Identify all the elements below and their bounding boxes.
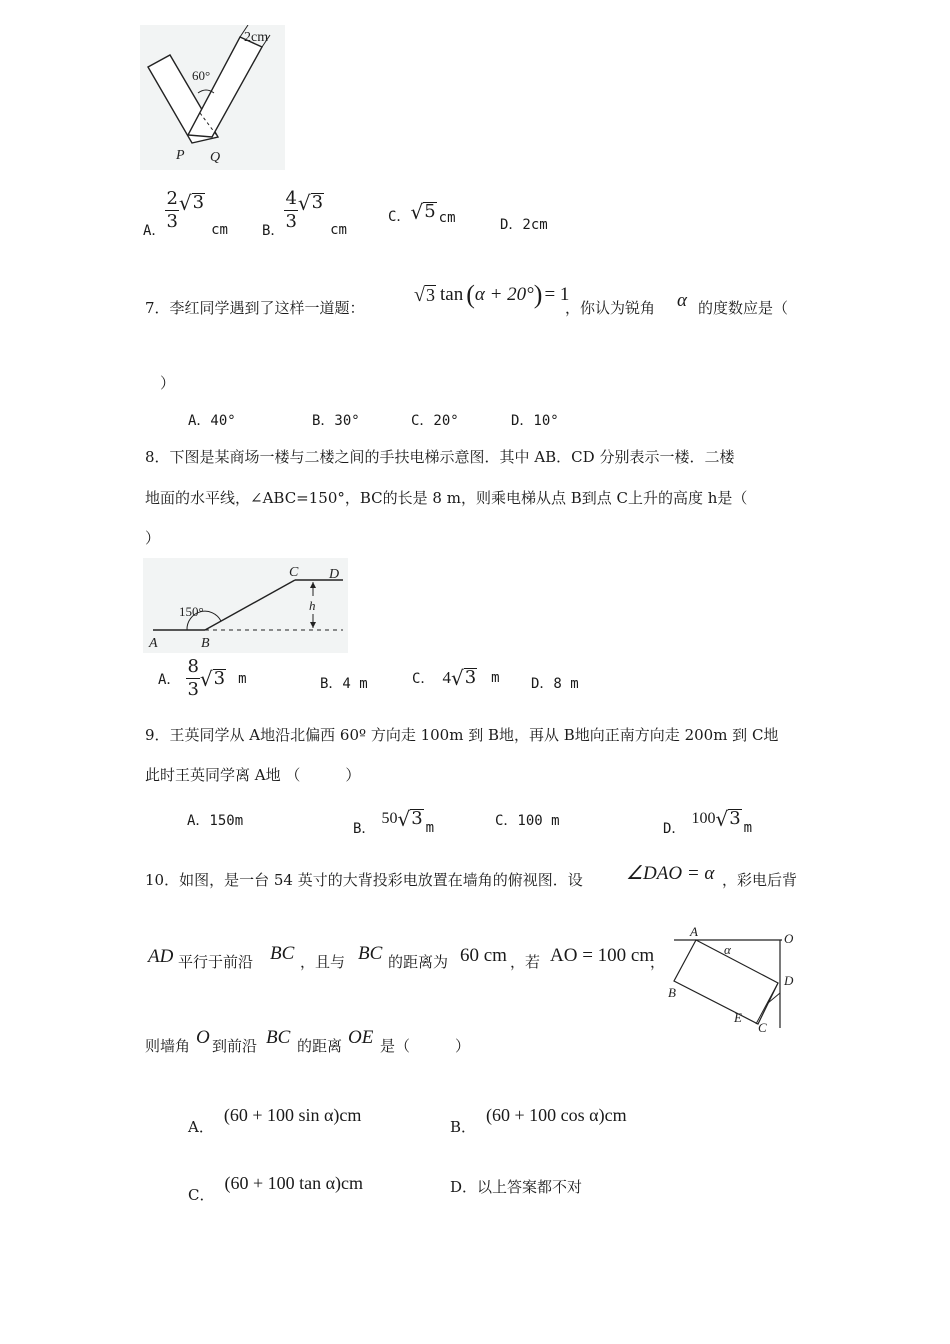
q8-line-1: 8．下图是某商场一楼与二楼之间的手扶电梯示意图．其中 AB．CD 分别表示一楼．二楼	[145, 448, 735, 466]
q7-prefix: 7．李红同学遇到了这样一道题：	[145, 299, 365, 317]
angle-label: 60°	[192, 68, 211, 83]
height-label: h	[309, 598, 316, 613]
q8-option-b[interactable]: B．4 m	[320, 676, 368, 692]
q10-text-is: 是（ ）	[380, 1037, 471, 1055]
point-b-label: B	[201, 636, 210, 651]
segment-oe: OE	[348, 1027, 374, 1048]
width-label: 2cm	[244, 30, 269, 45]
q9-option-a[interactable]: A．150m	[187, 813, 244, 829]
q9-option-c[interactable]: C．100 m	[495, 813, 560, 829]
q8-option-a[interactable]: A． $\frac{8}{3}$ √ 3 m	[158, 656, 247, 700]
point-e-label: E	[734, 1010, 742, 1025]
q6-option-d[interactable]: D．2cm	[500, 217, 548, 233]
q9-option-d[interactable]: D． 100 √ 3 m	[663, 807, 753, 837]
point-o: O	[196, 1027, 210, 1048]
q10-option-c[interactable]: C． (60 + 100 tan α)cm	[188, 1173, 364, 1204]
q6-option-b[interactable]: B． $\frac{4}{3}$ √ 3 cm	[262, 187, 347, 239]
q10-text-to: 到前沿	[212, 1037, 258, 1055]
angle-expression: ∠DAO = α	[626, 863, 715, 884]
q10-text-of: 的距离	[297, 1037, 343, 1055]
q7-option-c[interactable]: C．20°	[411, 413, 459, 429]
segment-bc: BC	[266, 1027, 291, 1048]
q10-text-comma: ，	[650, 953, 666, 971]
q10-option-a[interactable]: A． (60 + 100 sin α)cm	[188, 1105, 362, 1136]
q7-close-paren: ）	[160, 374, 176, 392]
q10-line-1-suffix: ，彩电后背	[722, 871, 798, 889]
alpha-label: α	[724, 942, 731, 957]
sqrt: √ 3	[178, 191, 205, 215]
point-o-label: O	[784, 931, 794, 946]
q8-line-2: 地面的水平线，∠ABC=150°，BC的长是 8 m，则乘电梯从点 B到点 C上升的高度 h是（	[145, 489, 748, 507]
point-p-label: P	[176, 148, 185, 163]
strips-figure	[140, 25, 285, 170]
q10-text-distance: 的距离为	[388, 953, 449, 971]
ao-expression: AO = 100 cm	[550, 945, 655, 966]
sqrt: √ 5	[410, 200, 436, 224]
point-a-label: A	[149, 636, 158, 651]
q7-formula: √ 3 tan ( α + 20° ) = 1	[414, 280, 570, 309]
q8-line-3: ）	[145, 529, 161, 547]
point-c-label: C	[289, 565, 299, 580]
point-b-label: B	[668, 985, 676, 1000]
alpha-symbol: α	[677, 290, 687, 311]
q10-line-3-prefix: 则墙角	[145, 1037, 191, 1055]
point-d-label: D	[329, 567, 340, 582]
q10-text-if: ，若	[510, 953, 541, 971]
q9-line-2: 此时王英同学离 A地 （ ）	[145, 766, 361, 784]
q10-option-b[interactable]: B． (60 + 100 cos α)cm	[450, 1105, 627, 1136]
angle-label: 150°	[179, 604, 204, 619]
q8-option-c[interactable]: C． 4 √ 3 m	[412, 666, 500, 690]
point-d-label: D	[784, 973, 794, 988]
sqrt: √ 3	[297, 191, 324, 215]
q10-line-1-prefix: 10．如图，是一台 54 英寸的大背投彩电放置在墙角的俯视图．设	[145, 871, 583, 889]
q7-suffix-2: 的度数应是（	[698, 299, 789, 317]
q10-text-parallel: 平行于前沿	[178, 953, 254, 971]
point-c-label: C	[758, 1020, 767, 1035]
fraction: $\frac{4}{3}$	[285, 187, 297, 232]
q10-option-d[interactable]: D．以上答案都不对	[450, 1178, 583, 1196]
distance-value: 60 cm	[460, 945, 507, 966]
segment-bc: BC	[358, 943, 383, 964]
segment-ad: AD	[148, 946, 174, 967]
q6-option-a[interactable]: A． $\frac{2}{3}$ √ 3 cm	[143, 187, 228, 239]
tv-corner-figure	[660, 923, 800, 1035]
q6-option-c[interactable]: C． √ 5 cm	[388, 200, 456, 226]
q7-option-d[interactable]: D．10°	[511, 413, 559, 429]
escalator-figure	[143, 558, 348, 653]
point-a-label: A	[690, 924, 698, 939]
point-q-label: Q	[210, 150, 221, 165]
q7-option-a[interactable]: A．40°	[188, 413, 236, 429]
q7-suffix-1: ，你认为锐角	[565, 299, 656, 317]
q7-option-b[interactable]: B．30°	[312, 413, 360, 429]
q9-option-b[interactable]: B． 50 √ 3 m	[353, 807, 435, 837]
q9-line-1: 9．王英同学从 A地沿北偏西 60º 方向走 100m 到 B地，再从 B地向正南方向走 200m 到 C地	[145, 726, 779, 744]
fraction: $\frac{2}{3}$	[166, 187, 178, 232]
q8-option-d[interactable]: D．8 m	[531, 676, 579, 692]
q10-text-and: ，且与	[300, 953, 346, 971]
segment-bc: BC	[270, 943, 295, 964]
